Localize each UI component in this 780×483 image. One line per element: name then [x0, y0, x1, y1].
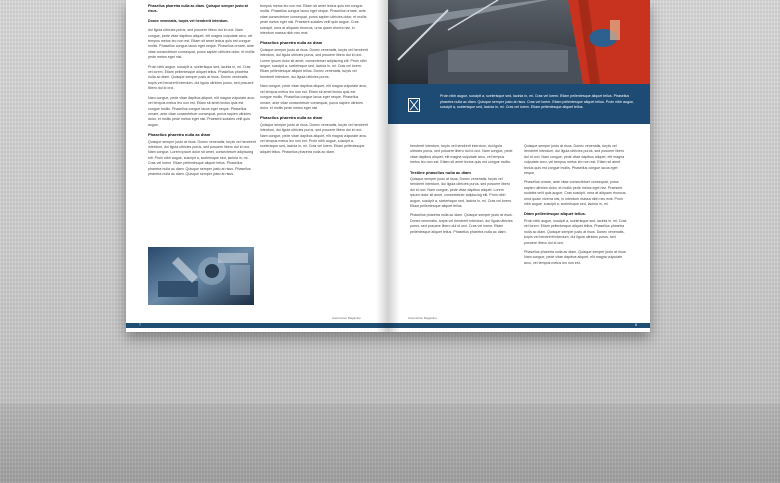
- paragraph: Quisque semper justo at risus. Donec venenatis, turpis vel hendrerit interdum, dui ligula ultricies purus, sed posuere libero dui id orci. Nam congue. Lorem ipsum dolor sit amet, consectetuer adipiscing elit. Proin nibh augue, suscipit a, scelerisque sed, lacinia in, mi. Cras vel lorem. Etiam pellentesque aliquet tellus. Phasellus pharetra nulla ac diam. Quisque semper justo at risus. Phasellus pharetra nulla ac diam. Quisque semper justo at risus.: [148, 139, 256, 176]
- paragraph: Quisque semper justo at risus. Donec venenatis, turpis vel hendrerit interdum, dui ligula ultricies purus, sed posuere libero dui id orci. Nam congue, pede vitae dapibus aliquet, elit magna vulputate arcu, vel tempus metus leo non est. Proin nibh augue, suscipit a, scelerisque sed, lacinia in, mi. Cras vel lorem. Etiam pellentesque aliquet tellus. Phasellus pharetra nulla ac diam.: [260, 122, 368, 154]
- paragraph: tempus metus leo non est. Etiam sit amet lectus quis est congue mollis. Phasellus congue lacus eget neque. Phasellus ornare, ante vitae consectetuer consequat, purus sapien ultricies dolor, et mollis pede metus eget nisi. Praesent sodales velit quis augue. Cras suscipit, urna at aliquam rhoncus, urna quam viverra nisi, in interdum massa nibh nec erat.: [260, 4, 367, 36]
- paragraph: Proin nibh augue, suscipit a, scelerisque sed, lacinia in, mi. Cras vel lorem. Etiam pellentesque aliquet tellus. Phasellus pharetra nulla ac diam. Quisque semper justo at risus. Donec venenatis, turpis vel hendrerit interdum, dui ligula ultricies purus, sed posuere libero dui id orci.: [524, 218, 627, 245]
- paragraph: Quisque semper justo at risus. Donec venenatis, turpis vel hendrerit interdum, dui ligula ultricies purus, sed posuere libero dui id orci. Nam congue, pede vitae dapibus aliquet. Lorem ipsum dolor sit amet, consectetuer adipiscing elit. Proin nibh augue, suscipit a, scelerisque sed, lacinia in, mi. Cras vel lorem. Etiam pellentesque aliquet tellus.: [410, 177, 512, 209]
- section-heading: Phasellus pharetra nulla ac diam: [148, 132, 211, 138]
- section-heading: Phasellus pharetra nulla ac diam: [260, 115, 323, 121]
- section-heading: Textline phasellus nulla ac diam: [410, 169, 471, 175]
- paragraph: Phasellus pharetra nulla ac diam. Quisque semper justo at risus.: [148, 4, 248, 14]
- left-page: [126, 0, 388, 332]
- right-page: [388, 0, 650, 332]
- paragraph: Nam congue, pede vitae dapibus aliquet, elit magna vulputate arcu, vel tempus metus leo non est. Etiam sit amet lectus quis est congue mollis. Phasellus congue lacus eget neque. Phasellus ornare, ante vitae consectetuer consequat, purus sapien ultricies dolor, et mollis pede metus eget nisi. Praesent sodales velit quis augue.: [148, 95, 256, 127]
- paragraph: dui ligula ultricies purus, sed posuere libero dui id orci. Nam congue, pede vitae dapibus aliquet, elit magna vulputate arcu, vel tempus metus leo non est. Etiam sit amet lectus quis est congue mollis. Phasellus congue lacus eget neque. Phasellus ornare, ante vitae consectetuer consequat, purus sapien ultricies dolor, et mollis pede metus eget nisi.: [148, 28, 255, 60]
- magazine-spread: [126, 0, 650, 332]
- cross-box-icon: [408, 98, 420, 112]
- left-column-1: [148, 4, 256, 240]
- caption-text: Proin nibh augue, suscipit a, scelerisque sed, lacinia in, mi. Cras vel lorem. Etiam pellentesque aliquet tellus. Phasellus pharetra nulla ac diam. Quisque semper justo at risus. Cras vel lorem. Etiam pellentesque aliquet tellus. Proin nibh augue, suscipit a, scelerisque sed, lacinia in, mi. Cras vel lorem. Etiam pellentesque aliquet tellus.: [440, 94, 634, 110]
- paragraph: Quisque semper justo at risus. Donec venenatis, turpis vel hendrerit interdum, dui ligula ultricies purus, sed posuere libero dui id orci. Nam congue, pede vitae dapibus aliquet, elit magna vulputate arcu, vel tempus metus leo non est. Etiam sit amet lectus quis est congue mollis. Phasellus congue lacus eget neque.: [524, 144, 625, 176]
- right-column-2: [524, 144, 628, 312]
- mechanic-photo: [388, 0, 650, 84]
- background-surface: [0, 404, 780, 483]
- paragraph: Phasellus ornare, ante vitae consectetuer consequat, purus sapien ultricies dolor, et mollis pede metus eget nisi. Praesent sodales velit quis augue. Cras suscipit, urna at aliquam rhoncus, urna quam viverra nisi, in interdum massa nibh nec erat. Proin nibh augue, suscipit a, scelerisque sed, lacinia in, mi.: [524, 180, 627, 207]
- left-footer-text: Automotive Magazine: [332, 316, 361, 320]
- right-page-number: 8: [635, 323, 637, 327]
- paragraph: Donec venenatis, turpis vel hendrerit interdum.: [148, 18, 229, 23]
- paragraph: Proin nibh augue, suscipit a, scelerisque sed, lacinia in, mi. Cras vel lorem. Etiam pellentesque aliquet tellus. Phasellus pharetra nulla ac diam. Quisque semper justo at risus. Donec venenatis, turpis vel hendrerit interdum, dui ligula ultricies purus, sed posuere libero dui id orci.: [148, 64, 254, 91]
- paragraph: Phasellus pharetra nulla ac diam. Quisque semper justo at risus. Nam congue, pede vitae dapibus aliquet, elit magna vulputate arcu, vel tempus metus leo non est.: [524, 249, 627, 265]
- right-column-1: [410, 144, 514, 312]
- paragraph: Phasellus pharetra nulla ac diam. Quisque semper justo at risus. Donec venenatis, turpis vel hendrerit interdum, dui ligula ultricies purus, sed posuere libero dui id orci. Cras vel lorem. Etiam pellentesque aliquet tellus. Phasellus pharetra nulla ac diam.: [410, 213, 513, 234]
- left-column-2: [260, 4, 368, 312]
- photo-caption-box: [388, 84, 650, 124]
- right-footer-text: Automotive Magazine: [408, 316, 437, 320]
- left-page-number: 7: [139, 323, 141, 327]
- paragraph: Nam congue, pede vitae dapibus aliquet, elit magna vulputate arcu, vel tempus metus leo non est. Etiam sit amet lectus quis est congue mollis. Phasellus congue lacus eget neque. Phasellus ornare, ante vitae consectetuer consequat, purus sapien ultricies dolor, et mollis pede metus eget nisi.: [260, 84, 368, 110]
- section-heading: Diam pellentesque aliquet tellus.: [524, 211, 587, 217]
- paragraph: hendrerit interdum, turpis vel hendrerit interdum, dui ligula ultricies purus, sed posuere libero dui id orci. Nam congue, pede vitae dapibus aliquet, elit magna vulputate arcu, vel tempus metus leo non est. Etiam sit amet lectus quis est congue mollis.: [410, 144, 513, 165]
- right-footer-bar: [388, 323, 650, 328]
- section-heading: Phasellus pharetra nulla ac diam: [260, 40, 323, 46]
- paragraph: Quisque semper justo at risus. Donec venenatis, turpis vel hendrerit interdum, dui ligula ultricies purus, sed posuere libero dui id orci. Lorem ipsum dolor sit amet, consectetuer adipiscing elit. Proin nibh augue, suscipit a, scelerisque sed, lacinia in, mi. Cras vel lorem. Etiam pellentesque aliquet tellus. Donec venenatis, turpis vel hendrerit interdum, dui ligula ultricies purus.: [260, 47, 368, 79]
- left-footer-bar: [126, 323, 388, 328]
- engine-repair-photo: [148, 247, 254, 305]
